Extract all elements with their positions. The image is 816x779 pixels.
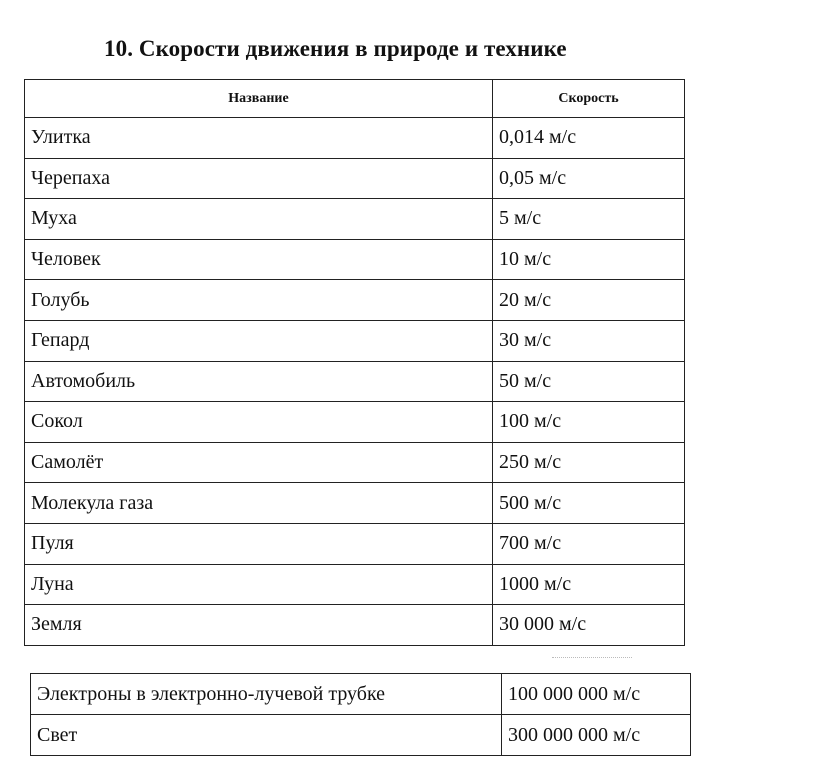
row-name-cell: Человек xyxy=(25,239,493,280)
row-name-cell: Улитка xyxy=(25,118,493,159)
row-name-cell: Муха xyxy=(25,199,493,240)
row-speed-cell: 500 м/с xyxy=(493,483,685,524)
row-name-cell: Молекула газа xyxy=(25,483,493,524)
column-header-speed: Скорость xyxy=(493,80,685,118)
table-row xyxy=(25,158,685,199)
table-row xyxy=(25,564,685,605)
extreme-speed-table xyxy=(30,673,691,756)
table-row xyxy=(25,239,685,280)
table-row xyxy=(25,442,685,483)
row-speed-cell: 700 м/с xyxy=(493,523,685,564)
row-speed-cell: 300 000 000 м/с xyxy=(502,715,691,756)
row-name-cell: Гепард xyxy=(25,320,493,361)
row-speed-cell: 30 000 м/с xyxy=(493,605,685,646)
scan-artifact xyxy=(552,657,632,659)
row-speed-cell: 50 м/с xyxy=(493,361,685,402)
row-speed-cell: 5 м/с xyxy=(493,199,685,240)
table-row xyxy=(25,402,685,443)
table-row xyxy=(31,715,691,756)
table-row xyxy=(31,674,691,715)
row-speed-cell: 1000 м/с xyxy=(493,564,685,605)
row-speed-cell: 0,014 м/с xyxy=(493,118,685,159)
row-name-cell: Сокол xyxy=(25,402,493,443)
table-row xyxy=(25,280,685,321)
row-name-cell: Электроны в электронно-лучевой трубке xyxy=(31,674,502,715)
page-title: 10. Скорости движения в природе и технике xyxy=(104,36,567,61)
row-name-cell: Автомобиль xyxy=(25,361,493,402)
row-speed-cell: 250 м/с xyxy=(493,442,685,483)
row-speed-cell: 30 м/с xyxy=(493,320,685,361)
row-name-cell: Земля xyxy=(25,605,493,646)
speed-table xyxy=(24,79,685,646)
table-row xyxy=(25,361,685,402)
table-row xyxy=(25,320,685,361)
row-name-cell: Самолёт xyxy=(25,442,493,483)
table-header-row xyxy=(25,80,685,118)
row-name-cell: Луна xyxy=(25,564,493,605)
row-name-cell: Пуля xyxy=(25,523,493,564)
row-name-cell: Голубь xyxy=(25,280,493,321)
table-row xyxy=(25,118,685,159)
table-row xyxy=(25,199,685,240)
table-row xyxy=(25,523,685,564)
row-speed-cell: 20 м/с xyxy=(493,280,685,321)
row-speed-cell: 0,05 м/с xyxy=(493,158,685,199)
row-speed-cell: 100 000 000 м/с xyxy=(502,674,691,715)
row-speed-cell: 100 м/с xyxy=(493,402,685,443)
row-name-cell: Черепаха xyxy=(25,158,493,199)
row-speed-cell: 10 м/с xyxy=(493,239,685,280)
column-header-name: Название xyxy=(25,80,493,118)
table-row xyxy=(25,605,685,646)
row-name-cell: Свет xyxy=(31,715,502,756)
table-row xyxy=(25,483,685,524)
